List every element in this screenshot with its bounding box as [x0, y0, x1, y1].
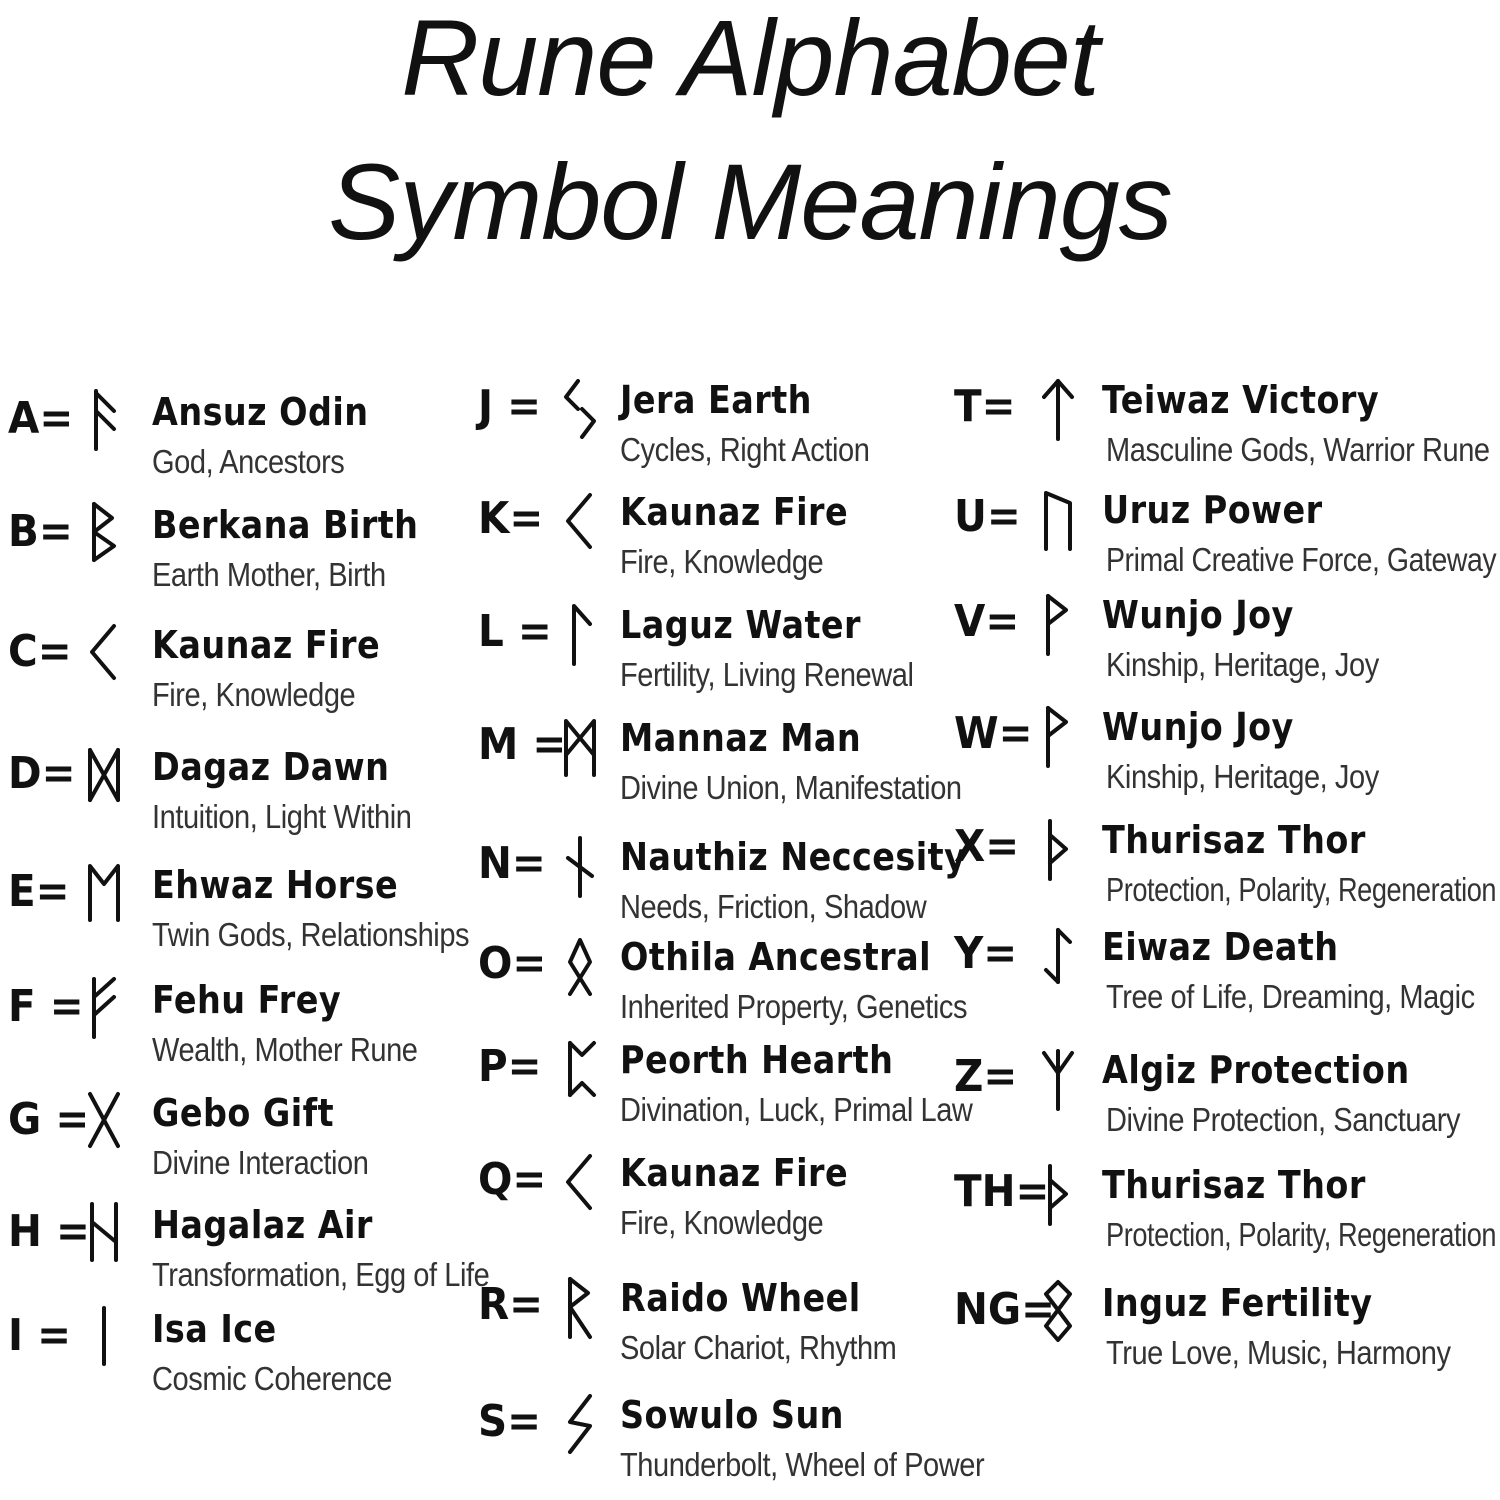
eiwaz-rune-icon: [1038, 924, 1078, 988]
jera-rune-icon: [560, 377, 600, 441]
letter-label: T=: [954, 381, 1016, 432]
rune-name: Eiwaz Death: [1102, 925, 1339, 969]
algiz-rune-icon: [1038, 1047, 1078, 1111]
mannaz-rune-icon: [560, 715, 600, 779]
isa-rune-icon: [84, 1304, 124, 1368]
rune-meaning: True Love, Music, Harmony: [1106, 1334, 1451, 1371]
rune-meaning: Cycles, Right Action: [620, 431, 870, 468]
rune-entry: [470, 375, 960, 485]
rune-name: Uruz Power: [1102, 488, 1323, 532]
rune-meaning: Fire, Knowledge: [152, 676, 356, 713]
rune-name: Dagaz Dawn: [152, 745, 390, 789]
rune-entry: [950, 815, 1500, 925]
rune-entry: [470, 832, 967, 942]
letter-label: H =: [8, 1206, 90, 1257]
rune-entry: [950, 375, 1500, 485]
rune-name: Kaunaz Fire: [152, 623, 381, 667]
rune-name: Ansuz Odin: [152, 390, 369, 434]
rune-entry: [0, 618, 470, 728]
letter-label: Z=: [954, 1051, 1018, 1102]
rune-entry: [950, 485, 1500, 595]
rune-meaning: God, Ancestors: [152, 443, 345, 480]
ansuz-rune-icon: [84, 387, 124, 451]
rune-name: Gebo Gift: [152, 1091, 335, 1135]
inguz-rune-icon: [1038, 1280, 1078, 1344]
uruz-rune-icon: [1038, 487, 1078, 551]
wunjo-rune-icon: [1038, 704, 1078, 768]
letter-label: J =: [478, 381, 542, 432]
rune-meaning: Solar Chariot, Rhythm: [620, 1329, 897, 1366]
rune-name: Laguz Water: [620, 603, 861, 647]
rune-name: Peorth Hearth: [620, 1038, 894, 1082]
rune-entry: [0, 1198, 490, 1308]
letter-label: M =: [478, 719, 567, 770]
raido-rune-icon: [560, 1275, 600, 1339]
rune-name: Wunjo Joy: [1102, 705, 1294, 749]
rune-meaning: Masculine Gods, Warrior Rune: [1106, 431, 1490, 468]
letter-label: S=: [478, 1396, 542, 1447]
rune-meaning: Intuition, Light Within: [152, 798, 412, 835]
rune-name: Jera Earth: [620, 378, 812, 422]
letter-label: L =: [478, 606, 552, 657]
laguz-rune-icon: [560, 602, 600, 666]
rune-entry: [0, 498, 470, 608]
rune-name: Algiz Protection: [1102, 1048, 1410, 1092]
kaunaz-rune-icon: [84, 620, 124, 684]
letter-label: G =: [8, 1094, 90, 1145]
rune-meaning: Wealth, Mother Rune: [152, 1031, 418, 1068]
rune-entry: [470, 1273, 960, 1383]
rune-entry: [0, 740, 470, 850]
letter-label: N=: [478, 838, 546, 889]
rune-meaning: Transformation, Egg of Life: [152, 1256, 490, 1293]
thurisaz-rune-icon: [1038, 1162, 1078, 1226]
rune-entry: [470, 600, 960, 710]
rune-entry: [0, 1302, 470, 1412]
rune-entry: [0, 973, 470, 1083]
letter-label: U=: [954, 491, 1021, 542]
rune-name: Kaunaz Fire: [620, 1151, 849, 1195]
rune-meaning: Twin Gods, Relationships: [152, 916, 470, 953]
rune-meaning: Kinship, Heritage, Joy: [1106, 758, 1379, 795]
rune-entry: [950, 922, 1500, 1032]
rune-name: Mannaz Man: [620, 716, 862, 760]
letter-label: NG=: [954, 1284, 1056, 1335]
ehwaz-rune-icon: [84, 860, 124, 924]
letter-label: E=: [8, 866, 70, 917]
rune-meaning: Divine Interaction: [152, 1144, 369, 1181]
letter-label: O=: [478, 938, 547, 989]
sowulo-rune-icon: [560, 1392, 600, 1456]
rune-name: Hagalaz Air: [152, 1203, 373, 1247]
rune-name: Thurisaz Thor: [1102, 818, 1366, 862]
letter-label: Y=: [954, 928, 1018, 979]
thurisaz-rune-icon: [1038, 817, 1078, 881]
rune-meaning: Protection, Polarity, Regeneration: [1106, 1216, 1497, 1253]
rune-entry: [0, 385, 470, 495]
rune-name: Nauthiz Neccesity: [620, 835, 967, 879]
letter-label: W=: [954, 708, 1033, 759]
rune-entry: [950, 1045, 1500, 1155]
rune-name: Inguz Fertility: [1102, 1281, 1373, 1325]
hagalaz-rune-icon: [84, 1200, 124, 1264]
rune-entry: [470, 1148, 960, 1258]
rune-entry: [470, 713, 960, 823]
rune-meaning: Divination, Luck, Primal Law: [620, 1091, 973, 1128]
rune-meaning: Divine Union, Manifestation: [620, 769, 962, 806]
rune-entry: [470, 1390, 985, 1500]
gebo-rune-icon: [84, 1088, 124, 1152]
letter-label: K=: [478, 493, 544, 544]
rune-entry: [950, 702, 1500, 812]
rune-name: Raido Wheel: [620, 1276, 861, 1320]
letter-label: R=: [478, 1279, 544, 1330]
letter-label: B=: [8, 506, 73, 557]
letter-label: V=: [954, 596, 1020, 647]
rune-meaning: Thunderbolt, Wheel of Power: [620, 1446, 985, 1483]
rune-meaning: Inherited Property, Genetics: [620, 988, 968, 1025]
rune-meaning: Protection, Polarity, Regeneration: [1106, 871, 1497, 908]
kaunaz-rune-icon: [560, 1150, 600, 1214]
rune-entry: [0, 858, 470, 968]
letter-label: C=: [8, 626, 72, 677]
rune-meaning: Kinship, Heritage, Joy: [1106, 646, 1379, 683]
rune-name: Fehu Frey: [152, 978, 342, 1022]
rune-meaning: Fire, Knowledge: [620, 1204, 824, 1241]
rune-entry: [470, 1035, 973, 1145]
rune-name: Kaunaz Fire: [620, 490, 849, 534]
rune-meaning: Fertility, Living Renewal: [620, 656, 914, 693]
letter-label: I =: [8, 1310, 72, 1361]
letter-label: TH=: [954, 1166, 1050, 1217]
rune-entry: [950, 1160, 1500, 1270]
rune-name: Othila Ancestral: [620, 935, 931, 979]
rune-meaning: Fire, Knowledge: [620, 543, 824, 580]
rune-entry: [470, 932, 968, 1042]
rune-meaning: Earth Mother, Birth: [152, 556, 386, 593]
rune-meaning: Tree of Life, Dreaming, Magic: [1106, 978, 1475, 1015]
letter-label: F =: [8, 981, 84, 1032]
letter-label: A=: [8, 393, 74, 444]
rune-name: Sowulo Sun: [620, 1393, 844, 1437]
dagaz-rune-icon: [84, 742, 124, 806]
page-title: Rune Alphabet: [401, 0, 1099, 118]
rune-entry: [470, 487, 960, 597]
wunjo-rune-icon: [1038, 592, 1078, 656]
letter-label: Q=: [478, 1154, 547, 1205]
othila-rune-icon: [560, 934, 600, 998]
rune-meaning: Cosmic Coherence: [152, 1360, 392, 1397]
peorth-rune-icon: [560, 1037, 600, 1101]
rune-name: Wunjo Joy: [1102, 593, 1294, 637]
kaunaz-rune-icon: [560, 489, 600, 553]
rune-entry: [950, 590, 1500, 700]
letter-label: X=: [954, 821, 1020, 872]
rune-entry: [950, 1278, 1500, 1388]
rune-entry: [0, 1086, 470, 1196]
letter-label: P=: [478, 1041, 542, 1092]
rune-meaning: Divine Protection, Sanctuary: [1106, 1101, 1461, 1138]
nauthiz-rune-icon: [560, 834, 600, 898]
rune-name: Teiwaz Victory: [1102, 378, 1380, 422]
rune-name: Ehwaz Horse: [152, 863, 399, 907]
letter-label: D=: [8, 748, 76, 799]
rune-name: Thurisaz Thor: [1102, 1163, 1366, 1207]
rune-meaning: Needs, Friction, Shadow: [620, 888, 927, 925]
rune-name: Isa Ice: [152, 1307, 277, 1351]
teiwaz-rune-icon: [1038, 377, 1078, 441]
rune-name: Berkana Birth: [152, 503, 419, 547]
berkana-rune-icon: [84, 500, 124, 564]
page-subtitle: Symbol Meanings: [328, 141, 1172, 262]
rune-meaning: Primal Creative Force, Gateway: [1106, 541, 1497, 578]
fehu-rune-icon: [84, 975, 124, 1039]
